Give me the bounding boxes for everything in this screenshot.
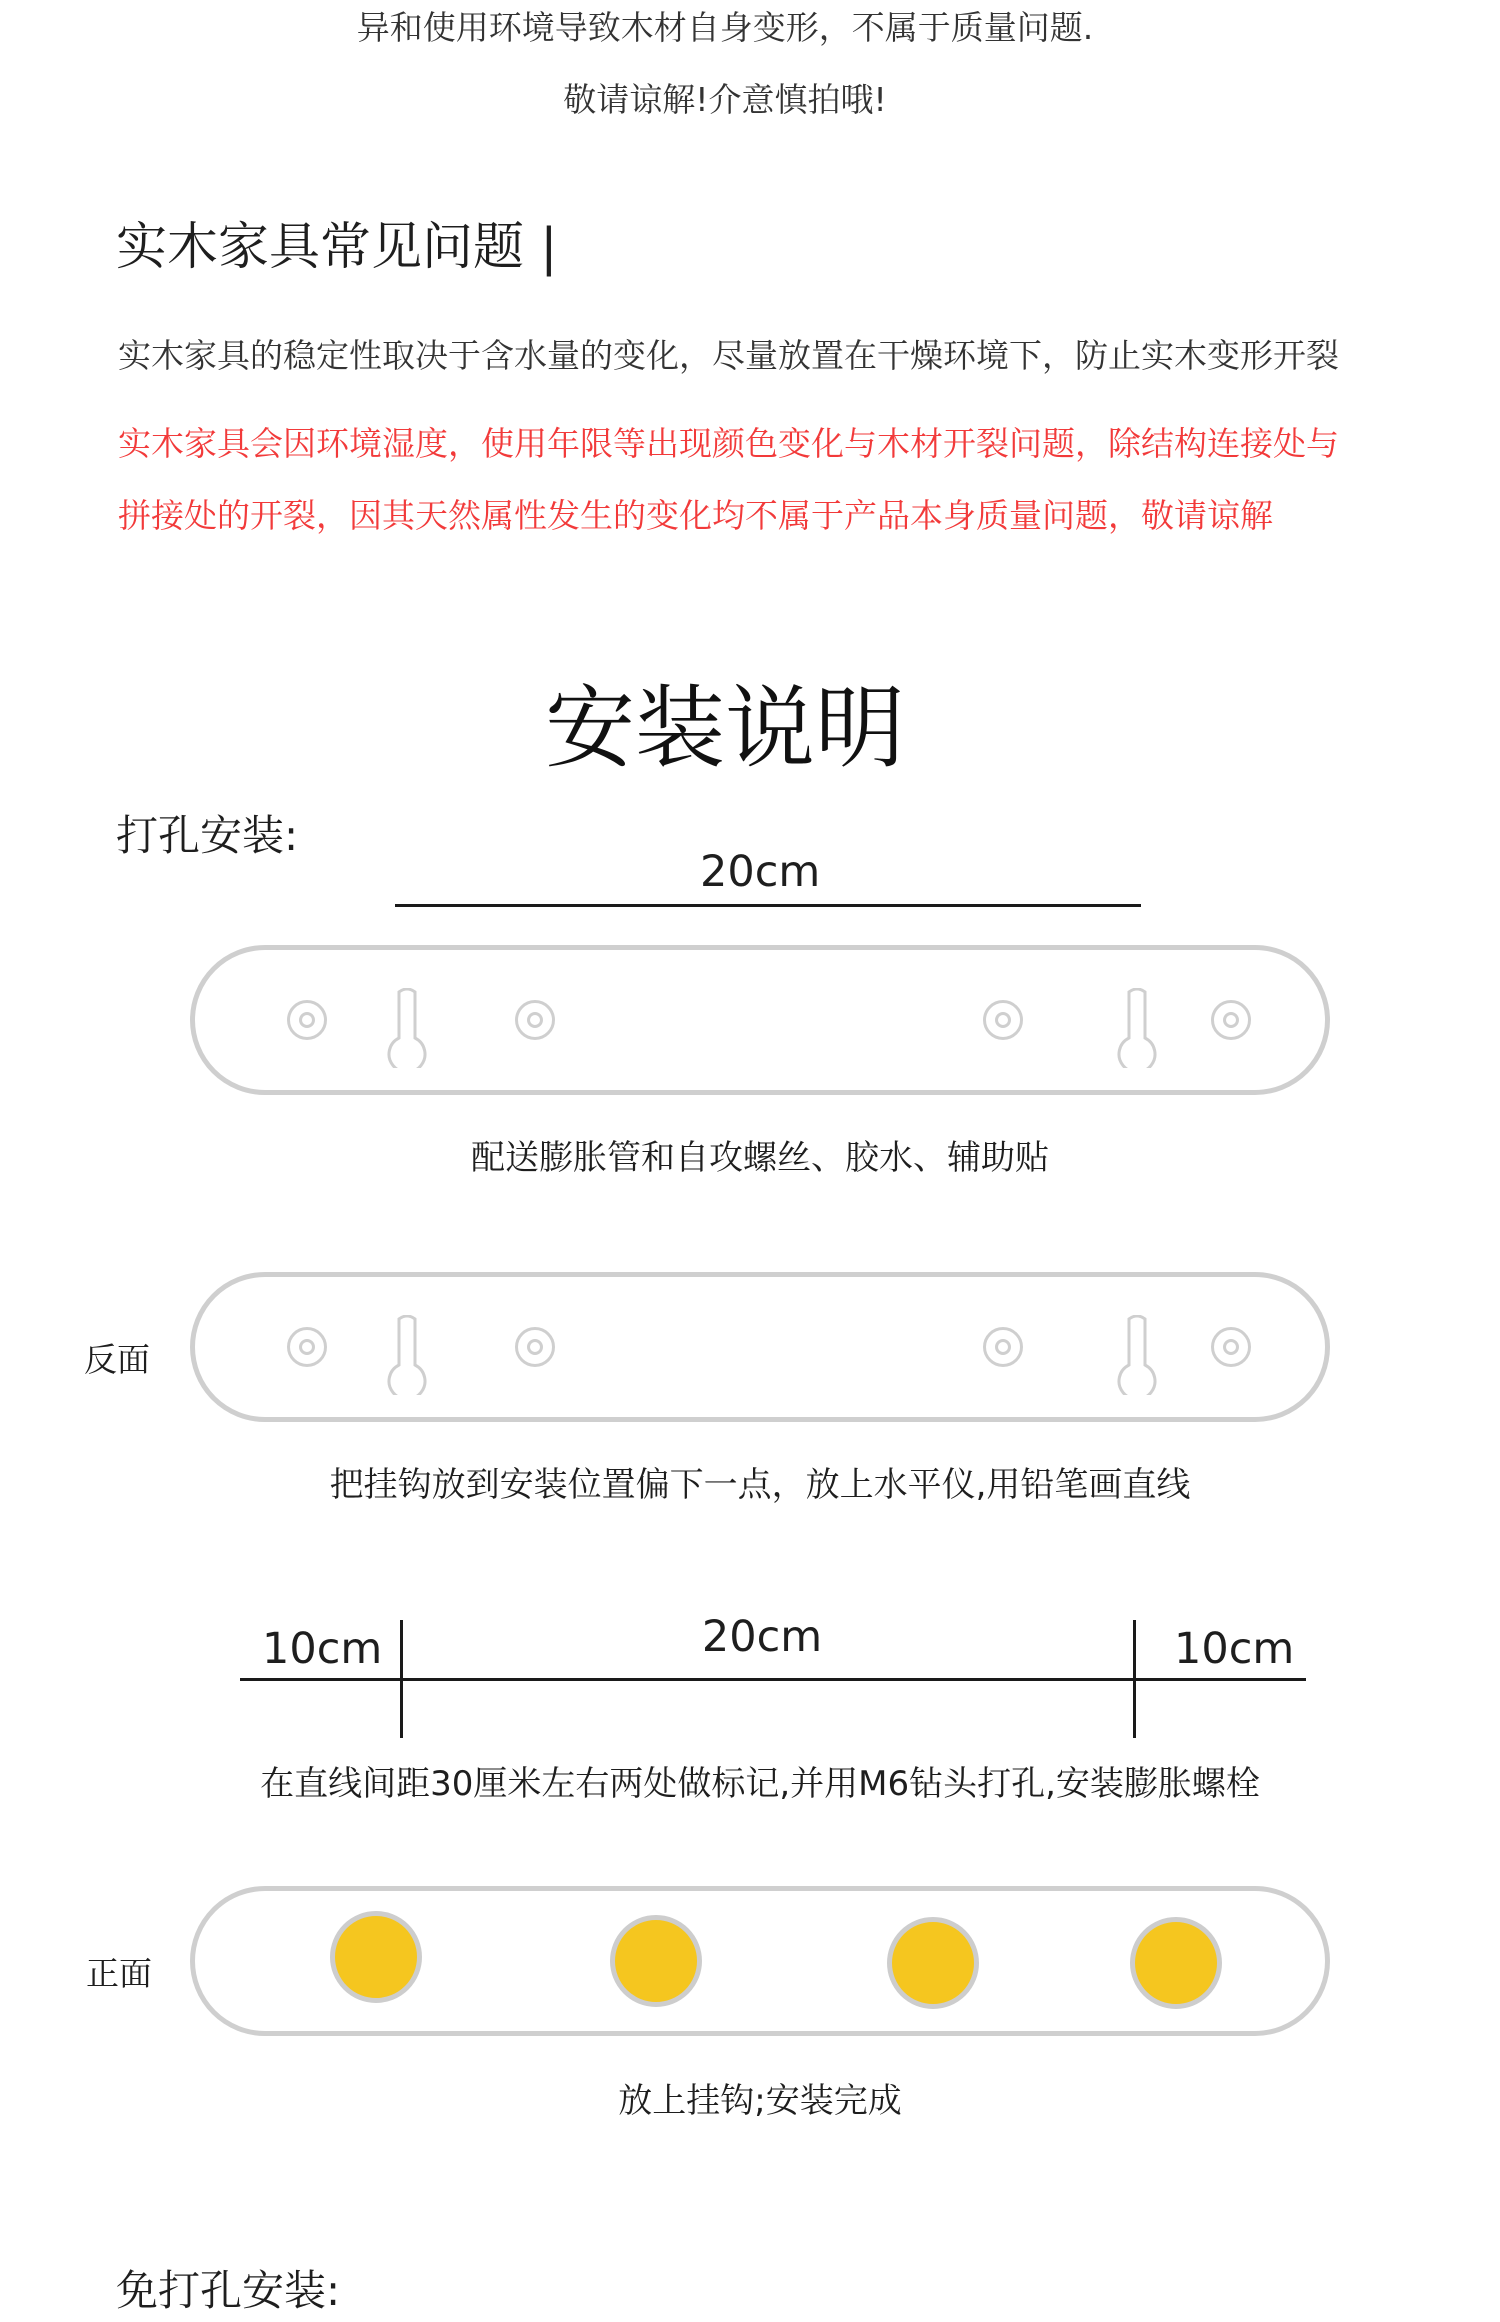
- step1-width-line: [395, 904, 1141, 907]
- step4-caption: 放上挂钩;安装完成: [618, 2081, 902, 2121]
- top-note-apology: 敬请谅解!介意慎拍哦!: [563, 80, 887, 119]
- keyhole-slot-icon: [1115, 1315, 1159, 1395]
- screw-hole-icon: [515, 1000, 555, 1040]
- hook-peg-icon: [887, 1917, 979, 2009]
- screw-hole-icon: [983, 1327, 1023, 1367]
- faq-warning-line-1: 实木家具会因环境湿度，使用年限等出现颜色变化与木材开裂问题，除结构连接处与: [118, 424, 1339, 463]
- step4-hook-bar-front: [190, 1886, 1330, 2036]
- screw-hole-icon: [1211, 1327, 1251, 1367]
- dim-middle-label: 20cm: [701, 1612, 823, 1662]
- step1-hook-bar-back: [190, 945, 1330, 1095]
- step3-caption: 在直线间距30厘米左右两处做标记,并用M6钻头打孔,安装膨胀螺栓: [260, 1764, 1260, 1804]
- step1-width-label: 20cm: [700, 847, 821, 897]
- screw-hole-icon: [287, 1327, 327, 1367]
- step2-hook-bar-back: [190, 1272, 1330, 1422]
- screw-hole-icon: [983, 1000, 1023, 1040]
- hook-peg-icon: [610, 1915, 702, 2007]
- no-drill-install-heading: 免打孔安装:: [116, 2266, 341, 2315]
- keyhole-slot-icon: [385, 1315, 429, 1395]
- faq-title: 实木家具常见问题 |: [116, 218, 558, 277]
- screw-hole-icon: [1211, 1000, 1251, 1040]
- faq-warning-line-2: 拼接处的开裂，因其天然属性发生的变化均不属于产品本身质量问题，敬请谅解: [118, 496, 1273, 535]
- screw-hole-icon: [515, 1327, 555, 1367]
- keyhole-slot-icon: [385, 988, 429, 1068]
- install-title: 安装说明: [545, 676, 905, 781]
- hook-peg-icon: [1130, 1917, 1222, 2009]
- drill-install-heading: 打孔安装:: [116, 811, 299, 860]
- dim-tick-left: [400, 1620, 403, 1738]
- front-side-label: 正面: [86, 1954, 152, 1993]
- hook-peg-icon: [330, 1911, 422, 2003]
- back-side-label: 反面: [84, 1340, 150, 1379]
- top-note-deformation: 异和使用环境导致木材自身变形，不属于质量问题.: [356, 8, 1094, 47]
- faq-stability-text: 实木家具的稳定性取决于含水量的变化，尽量放置在干燥环境下，防止实木变形开裂: [118, 336, 1339, 375]
- step1-caption: 配送膨胀管和自攻螺丝、胶水、辅助贴: [471, 1138, 1049, 1178]
- dim-left-label: 10cm: [262, 1624, 383, 1674]
- step2-caption: 把挂钩放到安装位置偏下一点，放上水平仪,用铅笔画直线: [329, 1465, 1191, 1505]
- screw-hole-icon: [287, 1000, 327, 1040]
- dim-right-label: 10cm: [1174, 1624, 1295, 1674]
- keyhole-slot-icon: [1115, 988, 1159, 1068]
- dim-tick-right: [1133, 1620, 1136, 1738]
